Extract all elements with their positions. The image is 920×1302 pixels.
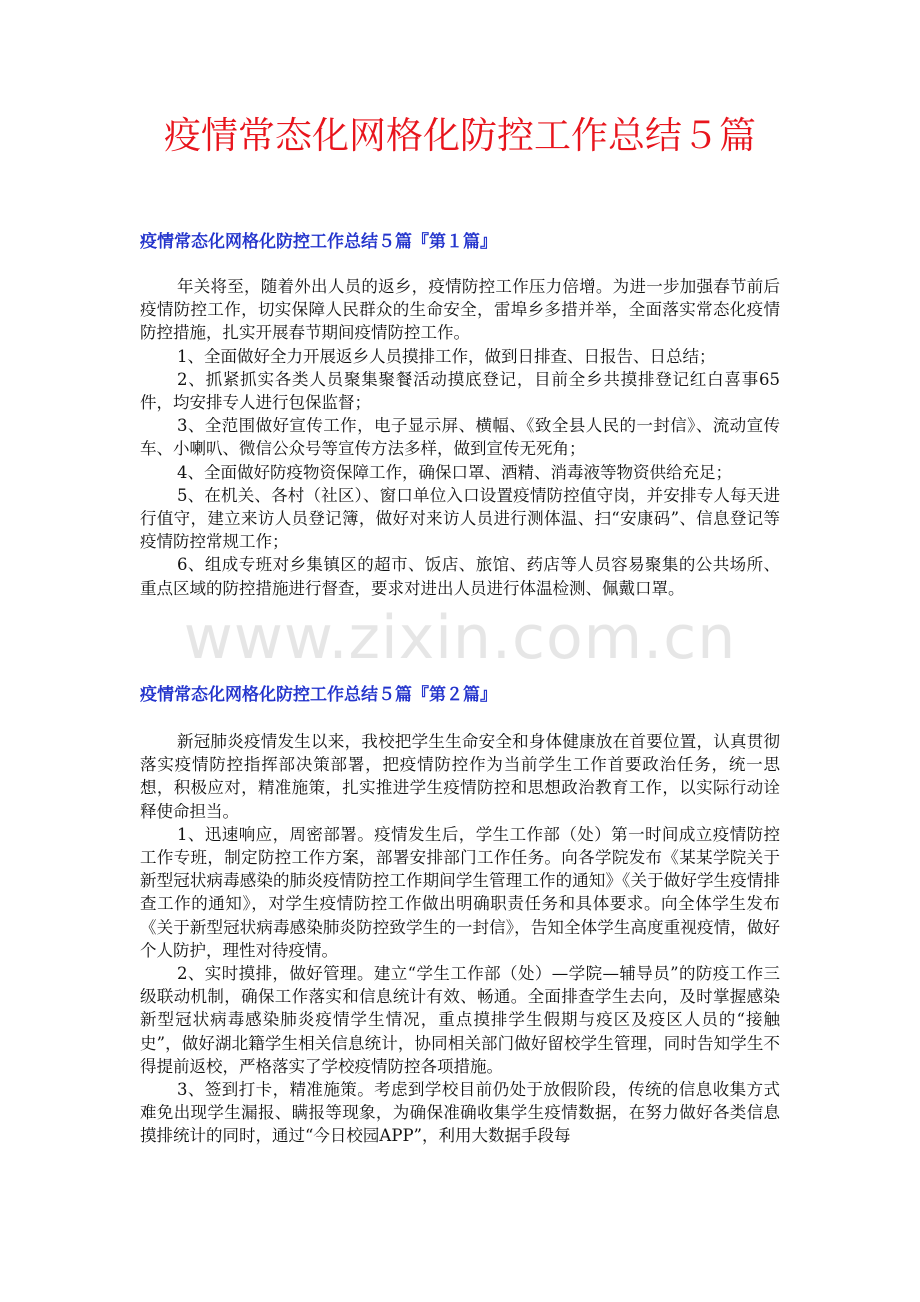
paragraph: 年关将至，随着外出人员的返乡，疫情防控工作压力倍增。为进一步加强春节前后疫情防控工作，切实保障人民群众的生命安全，雷埠乡多措并举，全面落实常态化疫情防控措施，扎实开展春节期间疫情防控工作。: [140, 277, 780, 343]
section-2-heading: 疫情常态化网格化防控工作总结５篇『第２篇』: [140, 685, 497, 705]
paragraph: 2、抓紧抓实各类人员聚集聚餐活动摸底登记，目前全乡共摸排登记红白喜事65件，均安排专人进行包保监督；: [140, 369, 780, 413]
paragraph: 2、实时摸排，做好管理。建立“学生工作部（处）—学院—辅导员”的防疫工作三级联动机制，确保工作落实和信息统计有效、畅通。全面排查学生去向，及时掌握感染新型冠状病毒感染肺炎疫情学生情况，重点摸排学生假期与疫区及疫区人员的“接触史”，做好湖北籍学生相关信息统计，协同相关部门做好留校学生管理，同时告知学生不得提前返校，严格落实了学校疫情防控各项措施。: [140, 964, 780, 1076]
section-1-body: [140, 275, 780, 600]
paragraph: 1、迅速响应，周密部署。疫情发生后，学生工作部（处）第一时间成立疫情防控工作专班，制定防控工作方案，部署安排部门工作任务。向各学院发布《某某学院关于新型冠状病毒感染的肺炎疫情防控工作期间学生管理工作的通知》《关于做好学生疫情排查工作的通知》，对学生疫情防控工作做出明确职责任务和具体要求。向全体学生发布《关于新型冠状病毒感染肺炎防控致学生的一封信》，告知全体学生高度重视疫情，做好个人防护，理性对待疫情。: [140, 824, 780, 960]
document-title: 疫情常态化网格化防控工作总结５篇: [164, 114, 756, 157]
paragraph: 4、全面做好防疫物资保障工作，确保口罩、酒精、消毒液等物资供给充足；: [177, 462, 732, 482]
paragraph: 3、全范围做好宣传工作，电子显示屏、横幅、《致全县人民的一封信》、流动宣传车、小喇叭、微信公众号等宣传方法多样，做到宣传无死角；: [140, 416, 780, 459]
paragraph: 5、在机关、各村（社区）、窗口单位入口设置疫情防控值守岗，并安排专人每天进行值守，建立来访人员登记簿，做好对来访人员进行测体温、扫“安康码”、信息登记等疫情防控常规工作；: [140, 485, 780, 552]
paragraph: 6、组成专班对乡集镇区的超市、饭店、旅馆、药店等人员容易聚集的公共场所、重点区域的防控措施进行督查，要求对进出人员进行体温检测、佩戴口罩。: [140, 555, 780, 598]
section-1-heading: 疫情常态化网格化防控工作总结５篇『第１篇』: [140, 232, 497, 252]
paragraph: 1、全面做好全力开展返乡人员摸排工作，做到日排查、日报告、日总结；: [177, 346, 716, 366]
watermark-text: www.zixin.com.cn: [183, 603, 737, 673]
paragraph: 新冠肺炎疫情发生以来，我校把学生生命安全和身体健康放在首要位置，认真贯彻落实疫情防控指挥部决策部署，把疫情防控作为当前学生工作首要政治任务，统一思想，积极应对，精准施策，扎实推进学生疫情防控和思想政治教育工作，以实际行动诠释使命担当。: [140, 732, 780, 821]
paragraph: 3、签到打卡，精准施策。考虑到学校目前仍处于放假阶段，传统的信息收集方式难免出现学生漏报、瞒报等现象，为确保准确收集学生疫情数据，在努力做好各类信息摸排统计的同时，通过“今日校园APP”，利用大数据手段每: [140, 1080, 780, 1146]
section-2-body: [140, 730, 780, 1148]
